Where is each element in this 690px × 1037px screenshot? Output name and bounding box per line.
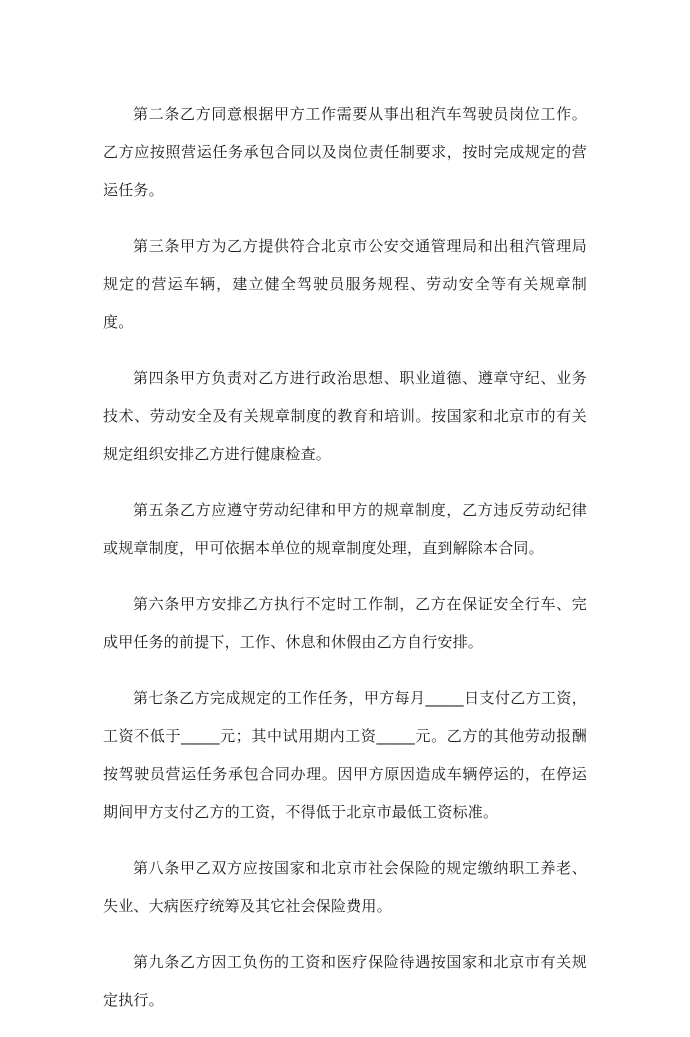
clause-3: 第三条甲方为乙方提供符合北京市公安交通管理局和出租汽管理局规定的营运车辆，建立健全驾驶员服务规程、劳动安全等有关规章制度。 <box>103 237 587 331</box>
clause-2: 第二条乙方同意根据甲方工作需要从事出租汽车驾驶员岗位工作。乙方应按照营运任务承包合同以及岗位责任制要求，按时完成规定的营运任务。 <box>103 105 587 199</box>
contract-body <box>103 95 587 1037</box>
clause-4: 第四条甲方负责对乙方进行政治思想、职业道德、遵章守纪、业务技术、劳动安全及有关规章制度的教育和培训。按国家和北京市的有关规定组织安排乙方进行健康检查。 <box>103 369 587 463</box>
clause-6: 第六条甲方安排乙方执行不定时工作制，乙方在保证安全行车、完成甲任务的前提下，工作、休息和休假由乙方自行安排。 <box>103 595 587 651</box>
clause-8: 第八条甲乙双方应按国家和北京市社会保险的规定缴纳职工养老、失业、大病医疗统筹及其它社会保险费用。 <box>103 859 587 915</box>
clause-7: 第七条乙方完成规定的工作任务，甲方每月_____日支付乙方工资，工资不低于_____元；其中试用期内工资_____元。乙方的其他劳动报酬按驾驶员营运任务承包合同办理。因甲方原因造成车辆停运的，在停运期间甲方支付乙方的工资，不得低于北京市最低工资标准。 <box>103 689 587 821</box>
clause-5: 第五条乙方应遵守劳动纪律和甲方的规章制度，乙方违反劳动纪律或规章制度，甲可依据本单位的规章制度处理，直到解除本合同。 <box>103 501 587 557</box>
clause-9: 第九条乙方因工负伤的工资和医疗保险待遇按国家和北京市有关规定执行。 <box>103 953 587 1009</box>
